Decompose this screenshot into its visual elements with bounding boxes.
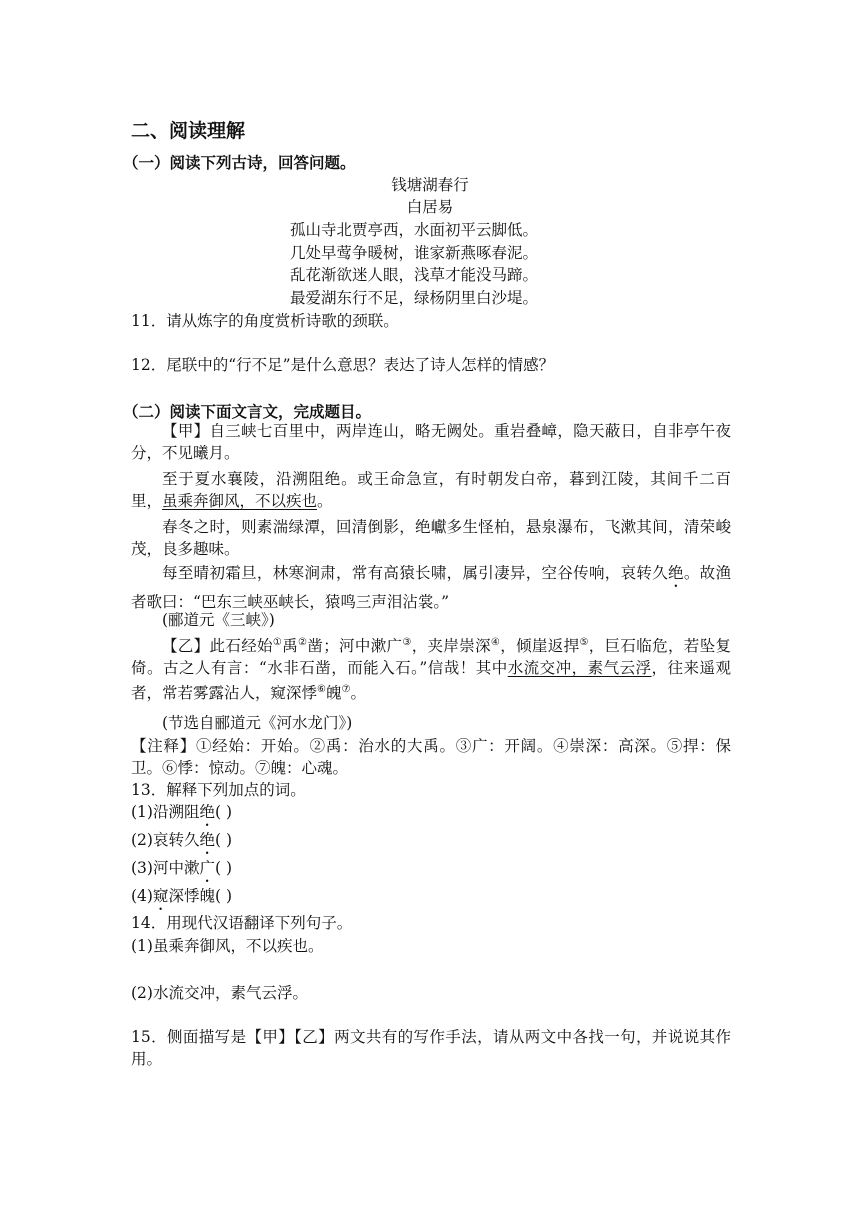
jia-paragraph-2-text: 至于夏水襄陵，沿溯阻绝。或王命急宣，有时朝发白帝，暮到江陵，其间千二百里， [131, 470, 731, 510]
footnote-mark: ② [298, 637, 308, 648]
jia-paragraph-4 [131, 562, 731, 613]
yi-source: (节选自郦道元《河水龙门》) [162, 714, 353, 732]
punctuation: 。 [317, 492, 333, 510]
dotted-word: 绝 [199, 803, 215, 821]
question-12: 12．尾联中的“行不足”是什么意思？表达了诗人怎样的情感？ [131, 356, 555, 374]
yi-text: 【乙】此石经始 [162, 637, 273, 656]
dotted-word: 窥 [152, 887, 169, 905]
item-text: (1)沿溯阻 [131, 803, 200, 821]
question-14-item: (2)水流交冲，素气云浮。 [131, 984, 308, 1002]
item-text: (4) [131, 887, 153, 905]
jia-paragraph-1: 【甲】自三峡七百里中，两岸连山，略无阙处。重岩叠嶂，隐天蔽日，自非亭午夜分，不见曦月。 [131, 422, 731, 462]
poem-line: 最爱湖东行不足，绿杨阴里白沙堤。 [290, 289, 539, 307]
footnote-mark: ⑤ [579, 637, 589, 648]
answer-blank: ( ) [214, 859, 233, 877]
dotted-word: 绝 [199, 831, 215, 849]
jia-source: (郦道元《三峡》) [162, 611, 275, 629]
yi-text: 凿；河中漱广 [307, 637, 403, 656]
answer-blank: 深悸魄( ) [168, 887, 233, 905]
yi-text: ，巨石临危，若坠复倚。古之人有言：“水非石凿，而能入石。”信哉！其中 [131, 637, 731, 678]
dotted-word: 广 [199, 859, 215, 877]
part2-heading: （二）阅读下面文言文，完成题目。 [123, 403, 372, 421]
footnote-mark: ③ [402, 637, 412, 648]
part1-heading: （一）阅读下列古诗，回答问题。 [123, 154, 356, 172]
jia-paragraph-4-text-2: 。故渔者歌曰：“巴东三峡巫峡长，猿鸣三声泪沾裳。” [131, 564, 731, 611]
question-13-item [131, 829, 232, 858]
answer-blank: ( ) [214, 803, 233, 821]
answer-blank: ( ) [214, 831, 233, 849]
poem-line: 几处早莺争暖树，谁家新燕啄春泥。 [290, 244, 539, 262]
poem-line: 孤山寺北贾亭西，水面初平云脚低。 [290, 221, 539, 239]
yi-paragraph [131, 632, 731, 704]
underlined-sentence: 水流交冲，素气云浮 [507, 659, 652, 678]
section-title: 二、阅读理解 [131, 120, 246, 142]
question-13-item [131, 885, 232, 914]
question-13-item [131, 801, 232, 830]
yi-text: 魄 [325, 684, 342, 703]
yi-text: 。 [350, 684, 366, 703]
footnote-mark: ① [272, 637, 283, 648]
question-14-item: (1)虽乘奔御风，不以疾也。 [131, 937, 324, 955]
poem-author: 白居易 [406, 198, 454, 216]
jia-paragraph-4-text: 每至晴初霜旦，林寒涧肃，常有高猿长啸，属引凄异，空谷传响，哀转久 [162, 564, 669, 582]
item-text: (3)河中漱 [131, 859, 200, 877]
question-13: 13．解释下列加点的词。 [131, 781, 306, 799]
footnote-mark: ⑦ [341, 684, 351, 696]
poem-title: 钱塘湖春行 [391, 176, 469, 194]
yi-text: ，往来遥观者，常若雾露沾人，窥深悸 [131, 659, 731, 703]
question-13-item [131, 857, 232, 886]
jia-paragraph-3: 春冬之时，则素湍绿潭，回清倒影，绝巘多生怪柏，悬泉瀑布，飞漱其间，清荣峻茂，良多趣味。 [131, 518, 731, 558]
question-11: 11．请从炼字的角度赏析诗歌的颈联。 [131, 312, 399, 330]
yi-text: ，倾崖返捍 [500, 637, 580, 656]
item-text: (2)哀转久 [131, 831, 200, 849]
yi-text: 禹 [282, 637, 299, 656]
question-15: 15．侧面描写是【甲】【乙】两文共有的写作手法，请从两文中各找一句，并说说其作用。 [131, 1028, 731, 1068]
footnote-mark: ⑥ [317, 684, 326, 696]
annotation-notes: 【注释】①经始：开始。②禹：治水的大禹。③广：开阔。④崇深：高深。⑤捍：保卫。⑥悸：惊动。⑦魄：心魂。 [131, 737, 731, 777]
yi-text: ，夹岸崇深 [411, 637, 491, 656]
footnote-mark: ④ [490, 637, 501, 648]
question-14: 14．用现代汉语翻译下列句子。 [131, 914, 353, 932]
poem-line: 乱花渐欲迷人眼，浅草才能没马蹄。 [290, 266, 539, 284]
dotted-word: 绝 [668, 564, 684, 582]
underlined-sentence: 虽乘奔御风，不以疾也 [162, 492, 318, 510]
jia-paragraph-2 [131, 468, 731, 512]
